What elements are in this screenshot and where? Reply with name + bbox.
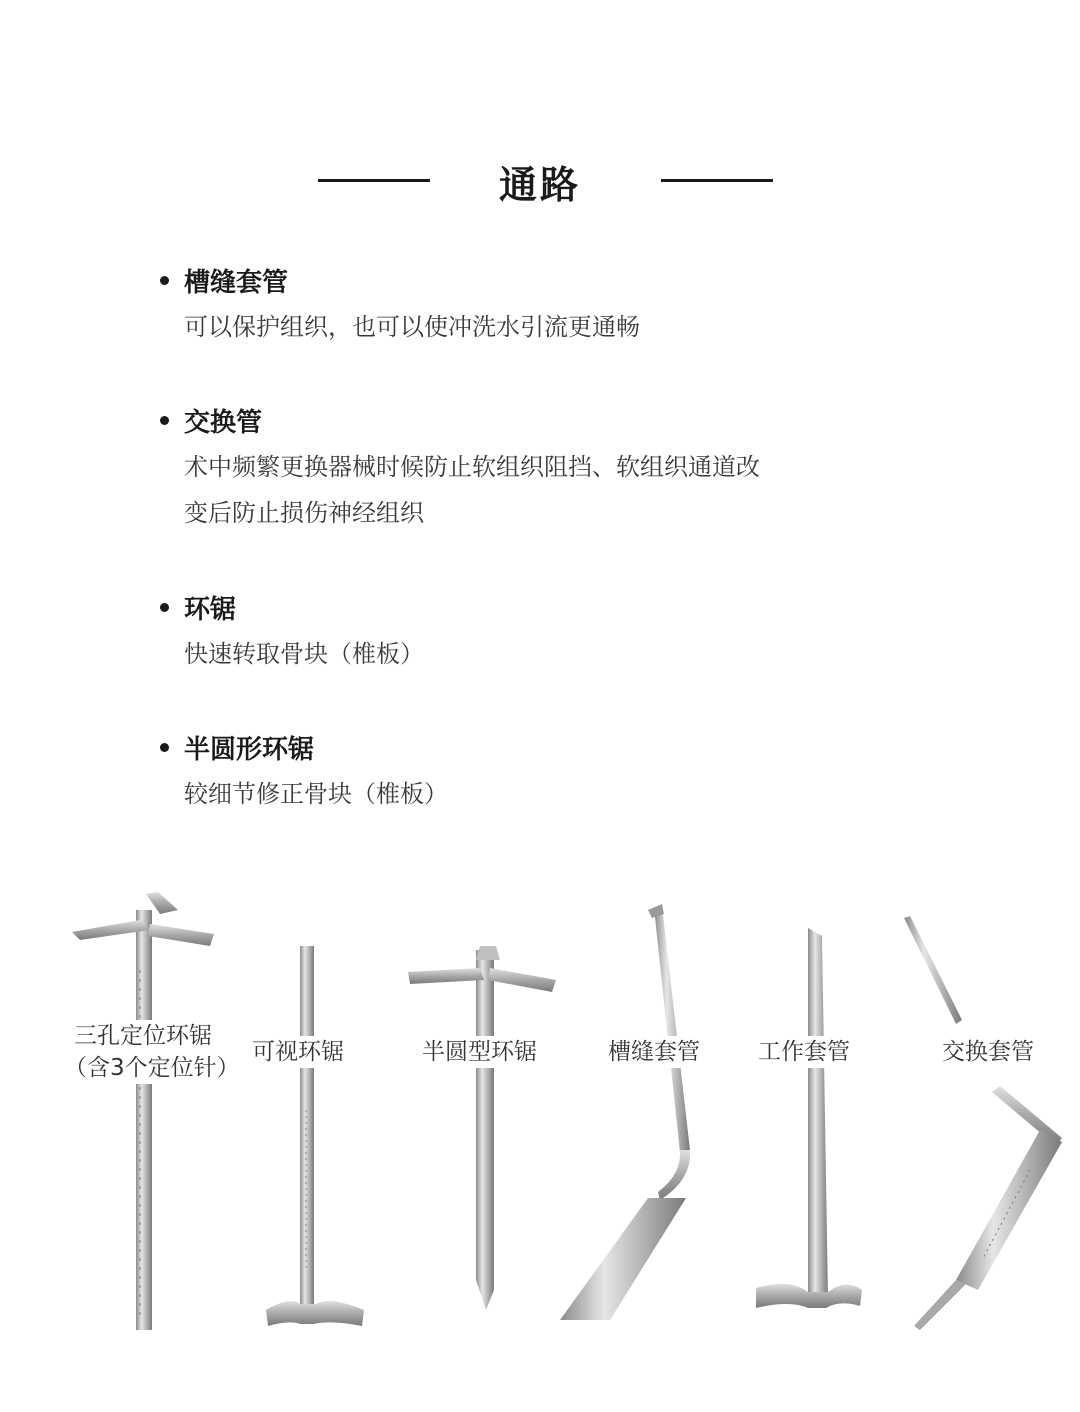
bullet-icon (160, 416, 169, 425)
item-title: 槽缝套管 (184, 268, 289, 298)
instrument-label-three-hole-trephine (60, 1020, 240, 1084)
bullet-icon (160, 276, 169, 285)
instrument-gallery (0, 880, 1080, 1350)
bullet-icon (160, 603, 169, 612)
title-rule-right (661, 179, 773, 182)
instrument-label-semicircular-trephine: 半圆型环锯 (418, 1036, 541, 1068)
semicircular-trephine-illustration (408, 946, 556, 1310)
item-desc-line: 术中频繁更换器械时候防止软组织阻挡、软组织通道改 (184, 453, 760, 481)
item-desc-line: 快速转取骨块（椎板） (184, 640, 424, 668)
item-desc-line: 可以保护组织，也可以使冲洗水引流更通畅 (184, 313, 640, 341)
visual-trephine-illustration (266, 946, 364, 1326)
item-title: 环锯 (184, 595, 237, 625)
page-title: 通路 (498, 163, 581, 207)
instrument-label-slotted-cannula: 槽缝套管 (604, 1036, 704, 1068)
item-desc-line: 变后防止损伤神经组织 (184, 499, 424, 527)
instrument-label-working-cannula: 工作套管 (754, 1036, 854, 1068)
three-hole-trephine-illustration (72, 892, 214, 1330)
section-header (0, 150, 1080, 210)
label-line: （含3个定位针） (64, 1055, 240, 1081)
bullet-icon (160, 743, 169, 752)
instrument-label-exchange-cannula: 交换套管 (938, 1036, 1038, 1068)
item-title: 半圆形环锯 (184, 735, 315, 765)
working-cannula-illustration (756, 928, 862, 1308)
label-line: 三孔定位环锯 (74, 1023, 212, 1049)
item-desc-line: 较细节修正骨块（椎板） (184, 780, 448, 808)
instrument-illustrations (0, 880, 1080, 1350)
item-title: 交换管 (184, 408, 263, 438)
slotted-cannula-illustration (560, 904, 690, 1320)
instrument-label-visual-trephine: 可视环锯 (248, 1036, 348, 1068)
exchange-cannula-illustration (904, 916, 1062, 1330)
